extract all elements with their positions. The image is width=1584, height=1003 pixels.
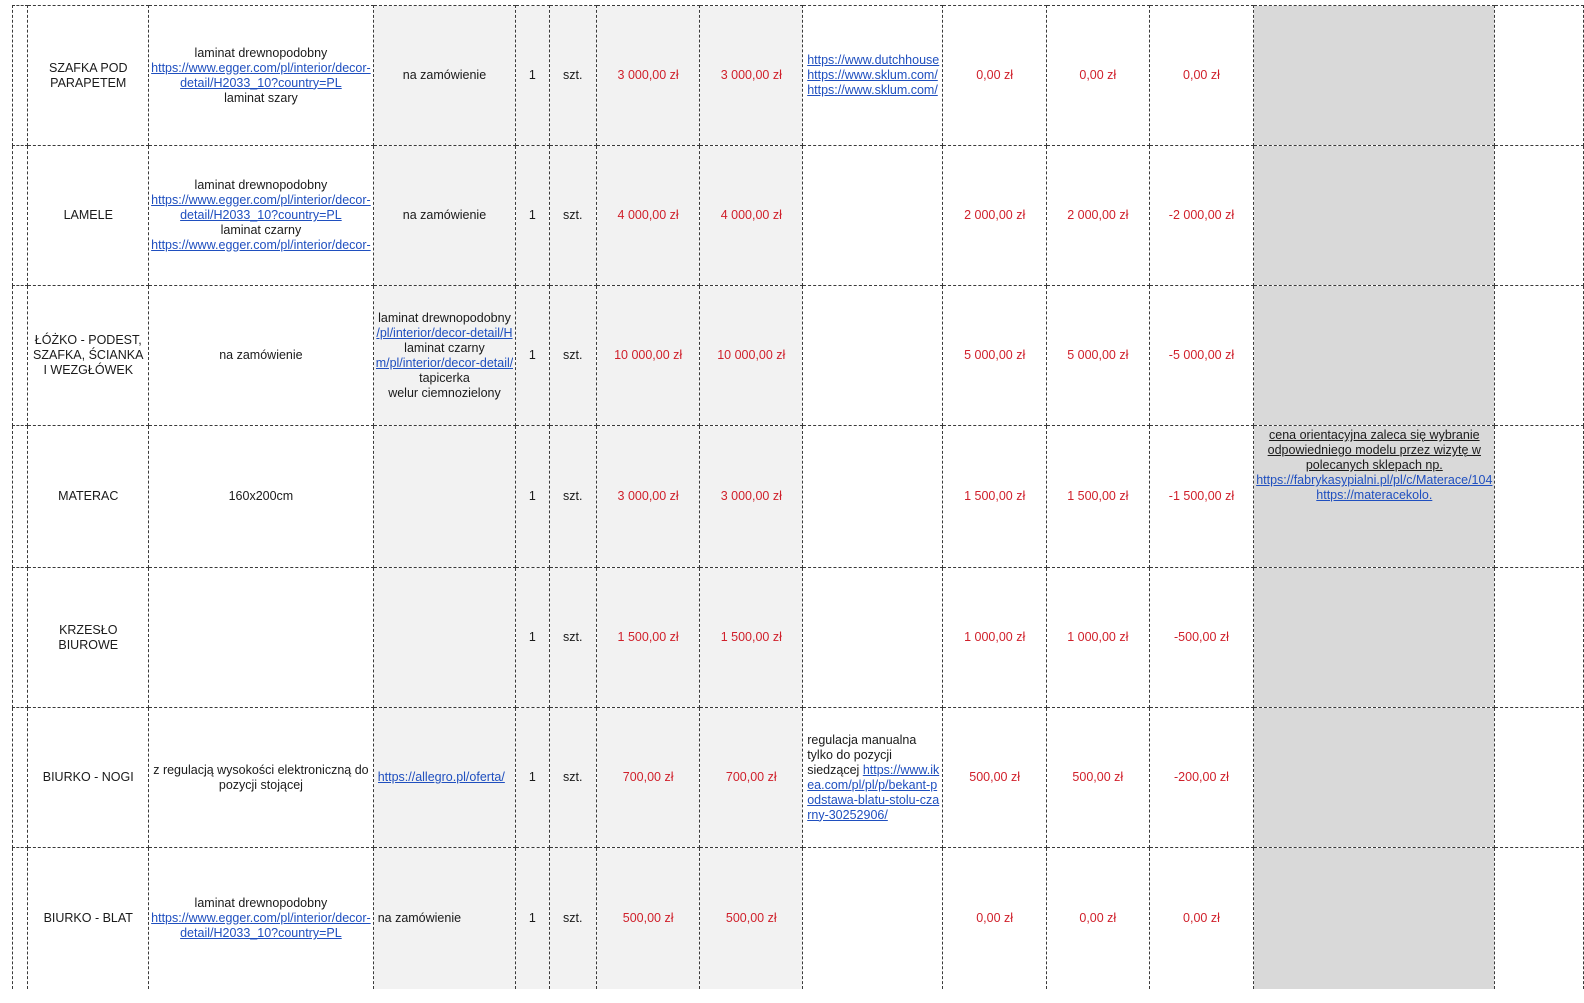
unit-cell[interactable]: szt.	[549, 708, 596, 848]
table-row	[13, 426, 1584, 568]
table-row	[13, 708, 1584, 848]
egger-link[interactable]: https://www.egger.com/pl/interior/decor-detail/H2033_10?country=PL	[151, 60, 371, 90]
material-cell[interactable]: 160x200cm	[149, 426, 374, 568]
amount-cell[interactable]: 1 500,00 zł	[943, 426, 1046, 568]
ikea-link[interactable]: https://www.ikea.com/pl/pl/p/bekant-podstawa-blatu-stolu-czarny-30252906/	[807, 762, 940, 822]
amount-cell[interactable]: 2 000,00 zł	[943, 146, 1046, 286]
links-cell[interactable]	[803, 6, 943, 146]
price-cell[interactable]: 500,00 zł	[596, 848, 699, 990]
empty-cell[interactable]	[1495, 568, 1584, 708]
spec-cell[interactable]: laminat drewnopodobny /pl/interior/decor-detail/H laminat czarny m/pl/interior/decor-detail/ tapicerka welur ciemnozielony	[373, 286, 516, 426]
row-header-cell[interactable]	[13, 708, 28, 848]
table-row	[13, 286, 1584, 426]
links-cell[interactable]	[803, 848, 943, 990]
row-header-cell[interactable]	[13, 848, 28, 990]
unit-cell[interactable]: szt.	[549, 6, 596, 146]
spec-cell[interactable]: na zamówienie	[373, 146, 516, 286]
difference-cell[interactable]: -500,00 zł	[1149, 568, 1253, 708]
total-cell[interactable]: 500,00 zł	[700, 848, 803, 990]
sklum-link-2[interactable]: https://www.sklum.com/	[807, 83, 938, 97]
difference-cell[interactable]: 0,00 zł	[1149, 6, 1253, 146]
links-cell[interactable]	[803, 146, 943, 286]
row-header-cell[interactable]	[13, 286, 28, 426]
total-cell[interactable]: 3 000,00 zł	[700, 426, 803, 568]
price-cell[interactable]: 3 000,00 zł	[596, 426, 699, 568]
total-cell[interactable]: 4 000,00 zł	[700, 146, 803, 286]
amount-cell[interactable]: 0,00 zł	[1046, 848, 1149, 990]
empty-cell[interactable]	[1495, 146, 1584, 286]
amount-cell[interactable]: 2 000,00 zł	[1046, 146, 1149, 286]
item-name-cell[interactable]: SZAFKA POD PARAPETEM	[28, 6, 149, 146]
sklum-link-1[interactable]: https://www.sklum.com/	[807, 68, 938, 82]
item-name-cell[interactable]: KRZESŁO BIUROWE	[28, 568, 149, 708]
row-header-cell[interactable]	[13, 146, 28, 286]
amount-cell[interactable]: 500,00 zł	[1046, 708, 1149, 848]
empty-cell[interactable]	[1495, 708, 1584, 848]
empty-cell[interactable]	[1495, 848, 1584, 990]
note-cell[interactable]	[1254, 146, 1495, 286]
links-cell[interactable]: regulacja manualna tylko do pozycji siedzącej https://www.ikea.com/pl/pl/p/bekant-podstawa-blatu-stolu-czarny-30252906/	[803, 708, 943, 848]
links-cell[interactable]	[803, 426, 943, 568]
row-header-cell[interactable]	[13, 568, 28, 708]
unit-cell[interactable]: szt.	[549, 146, 596, 286]
material-cell[interactable]: z regulacją wysokości elektroniczną do pozycji stojącej	[149, 708, 374, 848]
links-cell[interactable]	[803, 286, 943, 426]
item-name-cell[interactable]: BIURKO - NOGI	[28, 708, 149, 848]
material-cell[interactable]: laminat drewnopodobny https://www.egger.com/pl/interior/decor-detail/H2033_10?country=PL laminat czarny https://www.egger.com/pl/interior/decor-	[149, 146, 374, 286]
spec-cell[interactable]	[373, 426, 516, 568]
decor-link-2[interactable]: m/pl/interior/decor-detail/	[375, 355, 514, 370]
material-cell[interactable]: na zamówienie	[149, 286, 374, 426]
price-cell[interactable]: 700,00 zł	[596, 708, 699, 848]
egger-link[interactable]: https://www.egger.com/pl/interior/decor-detail/H2033_10?country=PL	[151, 911, 371, 940]
row-header-cell[interactable]	[13, 426, 28, 568]
spreadsheet-table	[12, 5, 1584, 989]
item-name-cell[interactable]: LAMELE	[28, 146, 149, 286]
table-row	[13, 146, 1584, 286]
material-cell[interactable]	[149, 568, 374, 708]
empty-cell[interactable]	[1495, 286, 1584, 426]
item-name-cell[interactable]: MATERAC	[28, 426, 149, 568]
qty-cell[interactable]: 1	[516, 146, 549, 286]
difference-cell[interactable]: -5 000,00 zł	[1149, 286, 1253, 426]
table-row	[13, 6, 1584, 146]
table-row	[13, 568, 1584, 708]
difference-cell[interactable]: -1 500,00 zł	[1149, 426, 1253, 568]
note-cell[interactable]: cena orientacyjna zaleca się wybranie odpowiedniego modelu przez wizytę w polecanych sklepach np. https://fabrykasypialni.pl/pl/c/Materace/104 https://materacekolo.	[1254, 426, 1495, 568]
qty-cell[interactable]: 1	[516, 286, 549, 426]
amount-cell[interactable]: 0,00 zł	[1046, 6, 1149, 146]
material-cell[interactable]: laminat drewnopodobny https://www.egger.com/pl/interior/decor-detail/H2033_10?country=PL laminat szary	[149, 6, 374, 146]
empty-cell[interactable]	[1495, 6, 1584, 146]
note-cell[interactable]	[1254, 286, 1495, 426]
total-cell[interactable]: 3 000,00 zł	[700, 6, 803, 146]
amount-cell[interactable]: 0,00 zł	[943, 848, 1046, 990]
spec-cell[interactable]: na zamówienie	[373, 848, 516, 990]
egger-link[interactable]: https://www.egger.com/pl/interior/decor-detail/H2033_10?country=PL	[151, 193, 371, 222]
amount-cell[interactable]: 500,00 zł	[943, 708, 1046, 848]
amount-cell[interactable]: 1 500,00 zł	[1046, 426, 1149, 568]
material-cell[interactable]: laminat drewnopodobny https://www.egger.com/pl/interior/decor-detail/H2033_10?country=PL	[149, 848, 374, 990]
difference-cell[interactable]: 0,00 zł	[1149, 848, 1253, 990]
qty-cell[interactable]: 1	[516, 568, 549, 708]
dutchhouse-link[interactable]: https://www.dutchhouse	[807, 53, 940, 67]
price-cell[interactable]: 1 500,00 zł	[596, 568, 699, 708]
price-cell[interactable]: 3 000,00 zł	[596, 6, 699, 146]
table-row	[13, 848, 1584, 990]
unit-cell[interactable]: szt.	[549, 568, 596, 708]
total-cell[interactable]: 1 500,00 zł	[700, 568, 803, 708]
unit-cell[interactable]: szt.	[549, 848, 596, 990]
row-header-cell[interactable]	[13, 6, 28, 146]
fabrykasypialni-link[interactable]: https://fabrykasypialni.pl/pl/c/Materace/104	[1256, 473, 1493, 487]
decor-link[interactable]: /pl/interior/decor-detail/H	[376, 325, 513, 340]
unit-cell[interactable]: szt.	[549, 426, 596, 568]
amount-cell[interactable]: 0,00 zł	[943, 6, 1046, 146]
qty-cell[interactable]: 1	[516, 708, 549, 848]
spec-cell[interactable]: na zamówienie	[373, 6, 516, 146]
egger-link-2[interactable]: https://www.egger.com/pl/interior/decor-	[151, 238, 371, 252]
total-cell[interactable]: 10 000,00 zł	[700, 286, 803, 426]
difference-cell[interactable]: -200,00 zł	[1149, 708, 1253, 848]
note-cell[interactable]	[1254, 848, 1495, 990]
allegro-link[interactable]: https://allegro.pl/oferta/	[377, 770, 505, 784]
difference-cell[interactable]: -2 000,00 zł	[1149, 146, 1253, 286]
note-cell[interactable]	[1254, 6, 1495, 146]
empty-cell[interactable]	[1495, 426, 1584, 568]
total-cell[interactable]: 700,00 zł	[700, 708, 803, 848]
amount-cell[interactable]: 1 000,00 zł	[1046, 568, 1149, 708]
unit-cell[interactable]: szt.	[549, 286, 596, 426]
amount-cell[interactable]: 1 000,00 zł	[943, 568, 1046, 708]
qty-cell[interactable]: 1	[516, 848, 549, 990]
note-cell[interactable]	[1254, 568, 1495, 708]
note-cell[interactable]	[1254, 708, 1495, 848]
item-name-cell[interactable]: ŁÓŻKO - PODEST, SZAFKA, ŚCIANKA I WEZGŁÓWEK	[28, 286, 149, 426]
price-cell[interactable]: 4 000,00 zł	[596, 146, 699, 286]
amount-cell[interactable]: 5 000,00 zł	[943, 286, 1046, 426]
qty-cell[interactable]: 1	[516, 426, 549, 568]
price-cell[interactable]: 10 000,00 zł	[596, 286, 699, 426]
materacekolo-link[interactable]: https://materacekolo.	[1316, 488, 1433, 502]
amount-cell[interactable]: 5 000,00 zł	[1046, 286, 1149, 426]
spec-cell[interactable]	[373, 708, 516, 848]
links-cell[interactable]	[803, 568, 943, 708]
item-name-cell[interactable]: BIURKO - BLAT	[28, 848, 149, 990]
qty-cell[interactable]: 1	[516, 6, 549, 146]
spec-cell[interactable]	[373, 568, 516, 708]
